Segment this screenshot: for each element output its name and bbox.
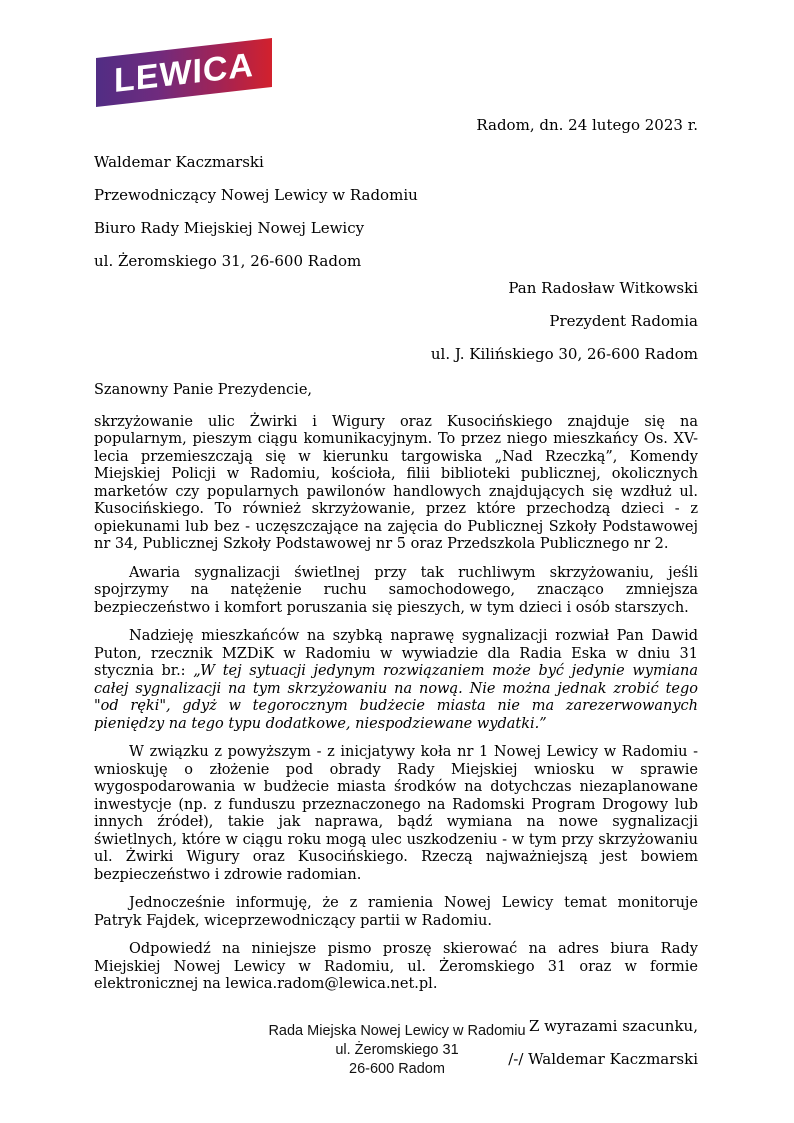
- date-line: Radom, dn. 24 lutego 2023 r.: [476, 116, 698, 134]
- sender-address: ul. Żeromskiego 31, 26-600 Radom: [94, 252, 362, 270]
- recipient-address: ul. J. Kilińskiego 30, 26-600 Radom: [430, 345, 698, 363]
- paragraph-intersection: skrzyżowanie ulic Żwirki i Wigury oraz Kusocińskiego znajduje się na popularnym, pieszym ciągu komunikacyjnym. To przez niego mieszkańcy Os. XV-lecia przemieszczają się w kierunku targowiska „Nad Rzeczką”, Komendy Miejskiej Policji w Radomiu, kościoła, filii biblioteki publicznej, okolicznych marketów czy popularnych pawilonów handlowych znajdujących się wzdłuż ul. Kusocińskiego. To również skrzyżowanie, przez które przechodzą dzieci - z opiekunami lub bez - uczęszczające na zajęcia do Publicznej Szkoły Podstawowej nr 34, Publicznej Szkoły Podstawowej nr 5 oraz Przedszkola Publicznego nr 2.: [94, 413, 698, 552]
- footer-city: 26-600 Radom: [349, 1061, 445, 1077]
- recipient-block: [431, 272, 698, 371]
- sender-name: Waldemar Kaczmarski: [94, 153, 264, 171]
- sender-block: [94, 146, 418, 278]
- footer-block: [0, 1022, 794, 1079]
- paragraph-spokesman-quote: [94, 628, 698, 733]
- sender-title: Przewodniczący Nowej Lewicy w Radomiu: [94, 186, 418, 204]
- footer-street: ul. Żeromskiego 31: [335, 1042, 459, 1058]
- signature: /-/ Waldemar Kaczmarski: [508, 1049, 698, 1068]
- lewica-logo: [96, 38, 272, 107]
- paragraph-signal-failure: Awaria sygnalizacji świetlnej przy tak ruchliwym skrzyżowaniu, jeśli spojrzymy na natężenie ruchu samochodowego, znacząco zmniejsza bezpieczeństwo i komfort poruszania się pieszych, w tym dzieci i osób starszych.: [94, 564, 698, 616]
- recipient-title: Prezydent Radomia: [549, 312, 698, 330]
- lewica-logo-text: LEWICA: [113, 45, 255, 100]
- sender-office: Biuro Rady Miejskiej Nowej Lewicy: [94, 219, 365, 237]
- footer-org: Rada Miejska Nowej Lewicy w Radomiu: [268, 1023, 526, 1039]
- paragraph-reply-address: Odpowiedź na niniejsze pismo proszę skierować na adres biura Rady Miejskiej Nowej Lewicy w Radomiu, ul. Żeromskiego 31 oraz w formie elektronicznej na lewica.radom@lewica.net.pl.: [94, 941, 698, 992]
- paragraph-monitoring: Jednocześnie informuję, że z ramienia Nowej Lewicy temat monitoruje Patryk Fajdek, wiceprzewodniczący partii w Radomiu.: [94, 895, 698, 929]
- letter-body: [94, 382, 698, 1076]
- quote-text: „W tej sytuacji jedynym rozwiązaniem może być jedynie wymiana całej sygnalizacji na tym skrzyżowaniu na nową. Nie można jednak zrobić tego "od ręki", gdyż w tegorocznym budżecie miasta nie ma zarezerwowanych pieniędzy na tego typu dodatkowe, niespodziewane wydatki.”: [94, 663, 698, 732]
- paragraph-motion: W związku z powyższym - z inicjatywy koła nr 1 Nowej Lewicy w Radomiu - wnioskuję o złożenie pod obrady Rady Miejskiej wniosku w sprawie wygospodarowania w budżecie miasta środków na dotychczas niezaplanowane inwestycje (np. z funduszu przeznaczonego na Radomski Program Drogowy lub innych źródeł), takie jak naprawa, bądź wymiana na nowe sygnalizacji świetlnych, które w ciągu roku mogą ulec uszkodzeniu - w tym przy skrzyżowaniu ul. Żwirki Wigury oraz Kusocińskiego. Rzeczą najważniejszą jest bowiem bezpieczeństwo i zdrowie radomian.: [94, 744, 698, 883]
- quote-intro: Nadzieję mieszkańców na szybką naprawę sygnalizacji rozwiał Pan Dawid Puton, rzecznik MZDiK w Radomiu w wywiadzie dla Radia Eska w dniu 31 stycznia br.:: [94, 628, 698, 679]
- valediction: Z wyrazami szacunku,: [528, 1016, 698, 1035]
- recipient-name: Pan Radosław Witkowski: [508, 279, 698, 297]
- salutation: Szanowny Panie Prezydencie,: [94, 382, 313, 398]
